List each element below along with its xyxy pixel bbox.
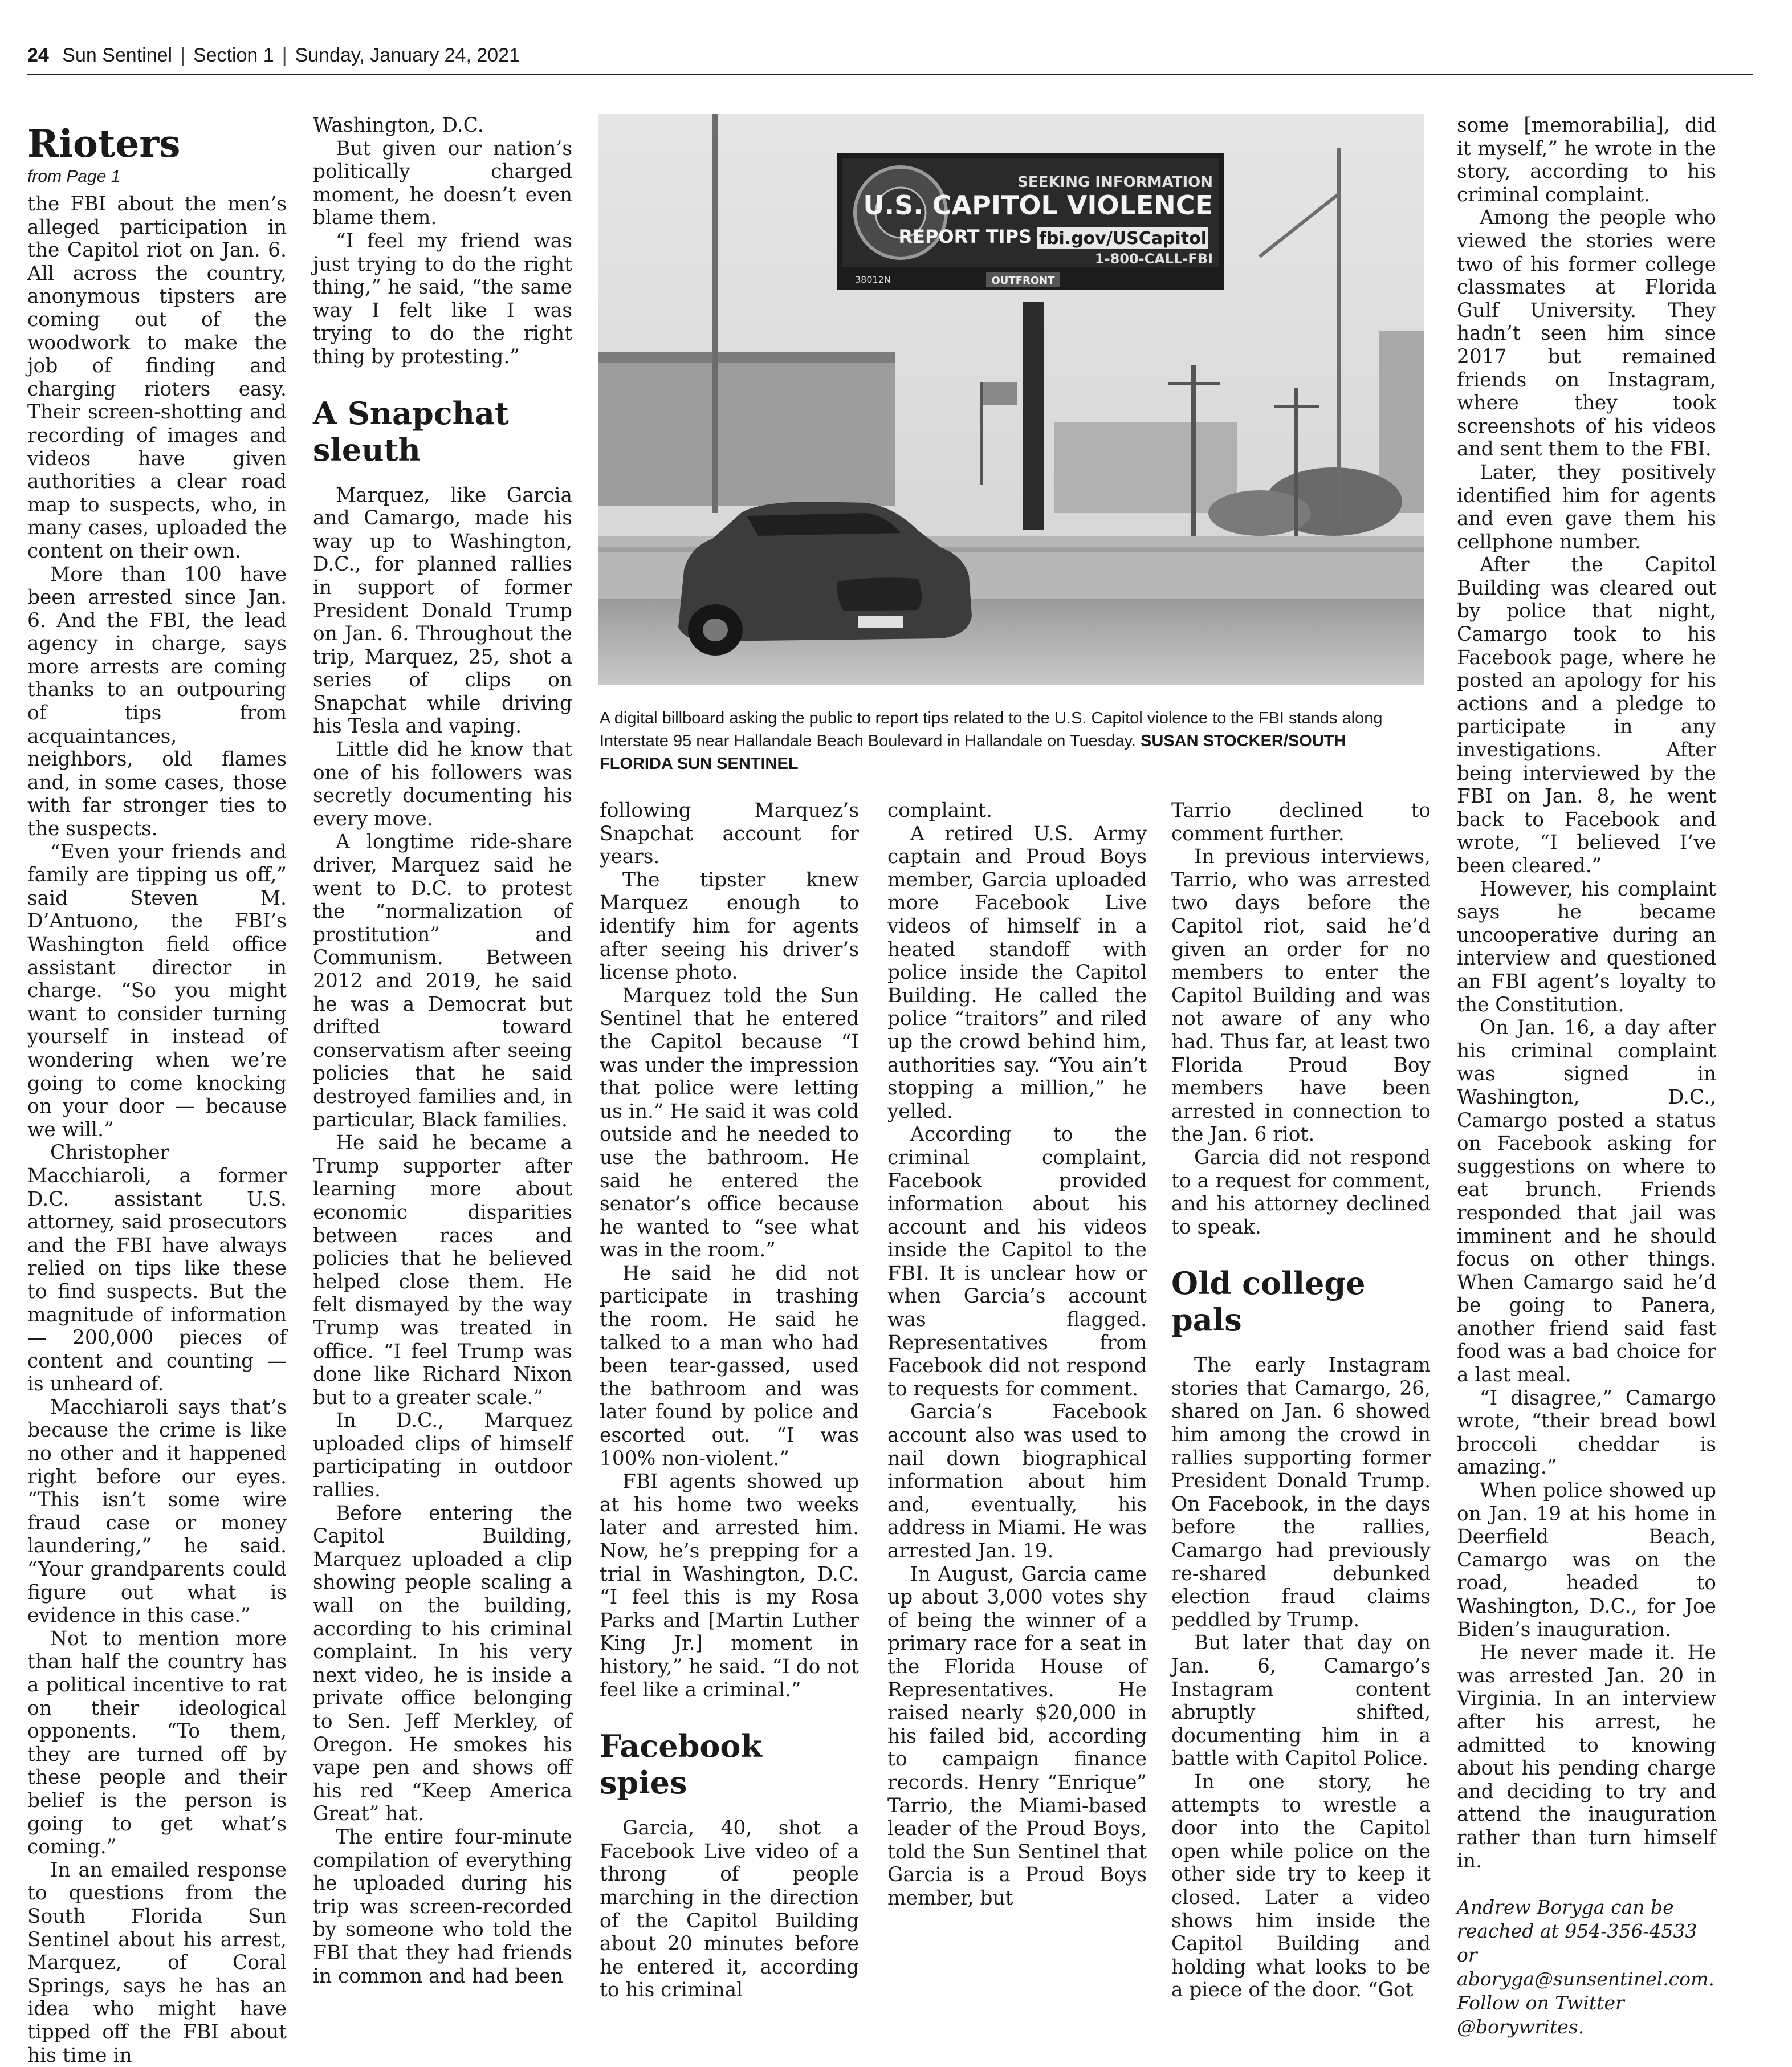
billboard-line3: REPORT TIPS xyxy=(898,226,1032,247)
paragraph: He said he did not participate in trashing the room. He said he talked to a man who had been tear-gassed, used the bathroom and was later found by police and escorted out. “I was 100% non-violent.” xyxy=(600,1262,859,1470)
paragraph: Before entering the Capitol Building, Marquez uploaded a clip showing people scaling a wall on the building, according to his criminal complaint. In his very next video, he is inside a private office belonging to Sen. Jeff Merkley, of Oregon. He smokes his vape pen and shows off his red “Keep America Great” hat. xyxy=(313,1502,572,1826)
paragraph: Later, they positively identified him for agents and even gave them his cellphone number. xyxy=(1457,461,1716,554)
paragraph: According to the criminal complaint, Facebook provided information about his account and his videos inside the Capitol to the FBI. It is unclear how or when Garcia’s account was flagged. Representatives from Facebook did not respond to requests for comment. xyxy=(887,1123,1147,1401)
paragraph: He said he became a Trump supporter after learning more about economic disparities between races and policies that he believed helped close them. He felt dismayed by the way Trump was treated in office. “I feel Trump was done like Richard Nixon but to a greater scale.” xyxy=(313,1132,572,1409)
caption-text: A digital billboard asking the public to report tips related to the U.S. Capitol violence to the FBI stands along Interstate 95 near Hallandale Beach Boulevard in Hallandale on Tuesday. xyxy=(600,709,1383,750)
paragraph: Little did he know that one of his followers was secretly documenting his every move. xyxy=(313,738,572,831)
paragraph: The entire four-minute compilation of everything he uploaded during his trip was screen-recorded by someone who told the FBI that they had friends in common and had been xyxy=(313,1825,572,1988)
page-number: 24 xyxy=(27,44,49,66)
section-name: Section 1 xyxy=(193,44,274,66)
headline: Rioters xyxy=(27,121,181,166)
article-column-2 xyxy=(313,114,572,1988)
photo-caption xyxy=(600,707,1420,775)
paragraph: some [memorabilia], did it myself,” he wrote in the story, according to his criminal complaint. xyxy=(1457,114,1716,206)
header-rule xyxy=(27,74,1753,75)
paragraph: complaint. xyxy=(887,799,992,822)
paragraph: the FBI about the men’s alleged participation in the Capitol riot on Jan. 6. All across the country, anonymous tipsters are coming out of the woodwork to make the job of finding and charging rioters easy. Their screen-shotting and recording of images and videos have given authorities a clear road map to suspects, who, in many cases, uploaded the content on their own. xyxy=(27,193,287,563)
paragraph: When police showed up on Jan. 19 at his home in Deerfield Beach, Camargo was on the road, headed to Washington, D.C., for Joe Biden’s inauguration. xyxy=(1457,1479,1716,1641)
paragraph: Christopher Macchiaroli, a former D.C. assistant U.S. attorney, said prosecutors and the FBI have always relied on tips like these to find suspects. But the magnitude of information — 200,000 pieces of content and counting — is unheard of. xyxy=(27,1141,287,1396)
billboard xyxy=(837,153,1224,290)
paragraph: Washington, D.C. xyxy=(313,114,484,137)
paragraph: “Even your friends and family are tipping us off,” said Steven M. D’Antuono, the FBI’s Washington field office assistant director in charge. “So you might want to consider turning yourself in instead of wondering when we’re going to come knocking on your door — because we will.” xyxy=(27,840,287,1141)
article-column-4 xyxy=(887,799,1147,1910)
billboard-photo xyxy=(598,114,1424,685)
subhead-snapchat: A Snapchat sleuth xyxy=(313,394,509,468)
billboard-owner: OUTFRONT xyxy=(991,275,1055,287)
building xyxy=(1054,422,1237,513)
paragraph: A retired U.S. Army captain and Proud Boys member, Garcia uploaded more Facebook Live videos of himself in a heated standoff with police inside the Capitol Building. He called the police “traitors” and riled up the crowd behind him, authorities say. “You ain’t stopping a million,” he yelled. xyxy=(887,822,1147,1123)
billboard-pole xyxy=(1023,302,1044,530)
separator: | xyxy=(282,44,287,66)
article-column-3 xyxy=(600,799,859,2002)
subhead-college: Old college pals xyxy=(1171,1265,1366,1338)
paragraph: “I disagree,” Camargo wrote, “their bread bowl broccoli cheddar is amazing.” xyxy=(1457,1386,1716,1479)
paragraph: But given our nation’s politically charged moment, he doesn’t even blame them. xyxy=(313,137,572,230)
paragraph: He never made it. He was arrested Jan. 20 in Virginia. In an interview after his arrest, he admitted to knowing about his pending charge and deciding to try and attend the inauguration rather than turn himself in. xyxy=(1457,1641,1716,1873)
paragraph: However, his complaint says he became uncooperative during an interview and questioned an FBI agent’s loyalty to the Constitution. xyxy=(1457,877,1716,1016)
paragraph: The tipster knew Marquez enough to identify him for agents after seeing his driver’s license photo. xyxy=(600,868,859,984)
billboard-phone: 1-800-CALL-FBI xyxy=(1094,251,1213,267)
paragraph: On Jan. 16, a day after his criminal complaint was signed in Washington, D.C., Camargo posted a status on Facebook asking for suggestions on where to eat brunch. Friends responded that jail was imminent and he should focus on other things. When Camargo said he’d be going to Panera, another friend said fast food was a bad choice for a last meal. xyxy=(1457,1016,1716,1387)
paragraph: Marquez told the Sun Sentinel that he entered the Capitol because “I was under the impression that police were letting us in.” He said it was cold outside and he needed to use the bathroom. He said he entered the senator’s office because he wanted to “see what was in the room.” xyxy=(600,984,859,1262)
flag xyxy=(983,382,1017,405)
paragraph: Garcia’s Facebook account also was used to nail down biographical information about him and, eventually, his address in Miami. He was arrested Jan. 19. xyxy=(887,1401,1147,1563)
article-column-1 xyxy=(27,114,287,2067)
paragraph: In August, Garcia came up about 3,000 votes shy of being the winner of a primary race for a seat in the Florida House of Representatives. He raised nearly $20,000 in his failed bid, according to campaign finance records. Henry “Enrique” Tarrio, the Miami-based leader of the Proud Boys, told the Sun Sentinel that Garcia is a Proud Boys member, but xyxy=(887,1563,1147,1910)
jumpline: from Page 1 xyxy=(27,167,121,186)
article-column-5 xyxy=(1171,799,1431,2002)
paragraph: In D.C., Marquez uploaded clips of himself participating in outdoor rallies. xyxy=(313,1409,572,1502)
paragraph: Among the people who viewed the stories were two of his former college classmates at Florida Gulf University. They hadn’t seen him since 2017 but remained friends on Instagram, where they took screenshots of his videos and sent them to the FBI. xyxy=(1457,206,1716,461)
paragraph: In an emailed response to questions from the South Florida Sun Sentinel about his arrest, Marquez, of Coral Springs, says he has an idea who might have tipped off the FBI about his time in xyxy=(27,1858,287,2067)
paragraph: FBI agents showed up at his home two weeks later and arrested him. Now, he’s prepping for a trial in Washington, D.C. “I feel this is my Rosa Parks and [Martin Luther King Jr.] moment in history,” he said. “I do not feel like a criminal.” xyxy=(600,1470,859,1702)
paragraph: The early Instagram stories that Camargo, 26, shared on Jan. 6 showed him among the crowd in rallies supporting former President Donald Trump. On Facebook, in the days before the rallies, Camargo had previously re-shared debunked election fraud claims peddled by Trump. xyxy=(1171,1354,1431,1631)
paragraph: “I feel my friend was just trying to do the right thing,” he said, “the same way I felt like I was trying to do the right thing by protesting.” xyxy=(313,229,572,368)
paragraph: In previous interviews, Tarrio, who was arrested two days before the Capitol riot, said he’d given an order for no members to enter the Capitol Building and was not aware of any who had. Thus far, at least two Florida Proud Boy members have been arrested in connection to the Jan. 6 riot. xyxy=(1171,845,1431,1146)
subhead-facebook: Facebook spies xyxy=(600,1728,762,1801)
building xyxy=(598,352,895,506)
paragraph: Tarrio declined to comment further. xyxy=(1171,799,1431,845)
separator: | xyxy=(180,44,185,66)
paragraph: Not to mention more than half the country has a political incentive to rat on their ideological opponents. “To them, they are turned off by these people and their belief is the person is going to get what’s coming.” xyxy=(27,1627,287,1859)
paragraph: In one story, he attempts to wrestle a door into the Capitol open while police on the other side try to keep it closed. Later a video shows him inside the Capitol Building and holding what looks to be a piece of the door. “Got xyxy=(1171,1770,1431,2002)
author-tagline: Andrew Boryga can be reached at 954-356-4533 or aboryga@sunsentinel.com. Follow on Twitter @borywrites. xyxy=(1457,1896,1714,2038)
page-header xyxy=(27,44,1753,78)
paragraph: A longtime ride-share driver, Marquez said he went to D.C. to protest the “normalization of prostitution” and Communism. Between 2012 and 2019, he said he was a Democrat but drifted toward conservatism after seeing policies that he said destroyed families and, in particular, Black families. xyxy=(313,831,572,1132)
billboard-panel-id: 38012N xyxy=(855,274,891,285)
paragraph: Garcia, 40, shot a Facebook Live video of a throng of people marching in the direction of the Capitol Building about 20 minutes before he entered it, according to his criminal xyxy=(600,1817,859,2002)
paragraph: More than 100 have been arrested since Jan. 6. And the FBI, the lead agency in charge, says more arrests are coming thanks to an outpouring of tips from acquaintances, neighbors, old flames and, in some cases, those with far stronger ties to the suspects. xyxy=(27,563,287,841)
paragraph: Macchiaroli says that’s because the crime is like no other and it happened right before our eyes. “This isn’t some wire fraud case or money laundering,” he said. “Your grandparents could figure out what is evidence in this case.” xyxy=(27,1395,287,1627)
photo-credit: SUSAN STOCKER/SOUTH FLORIDA SUN SENTINEL xyxy=(600,732,1346,773)
paragraph: Garcia did not respond to a request for comment, and his attorney declined to speak. xyxy=(1171,1146,1431,1239)
publication-name: Sun Sentinel xyxy=(62,44,173,66)
paragraph: Marquez, like Garcia and Camargo, made his way up to Washington, D.C., for planned rallies in support of former President Donald Trump on Jan. 6. Throughout the trip, Marquez, 25, shot a series of clips on Snapchat while driving his Tesla and vaping. xyxy=(313,483,572,738)
article-column-6 xyxy=(1457,114,1716,2039)
issue-date: Sunday, January 24, 2021 xyxy=(295,44,520,66)
paragraph: After the Capitol Building was cleared out by police that night, Camargo took to his Facebook page, where he posted an apology for his actions and a pledge to participate in any investigations. After being interviewed by the FBI on Jan. 8, he went back to Facebook and wrote, “I believed I’ve been cleared.” xyxy=(1457,554,1716,877)
billboard-line2: U.S. CAPITOL VIOLENCE xyxy=(863,190,1213,221)
billboard-url: fbi.gov/USCapitol xyxy=(1038,229,1207,249)
billboard-line1: SEEKING INFORMATION xyxy=(1017,174,1213,191)
paragraph: following Marquez’s Snapchat account for years. xyxy=(600,799,859,869)
paragraph: But later that day on Jan. 6, Camargo’s Instagram content abruptly shifted, documenting him in a battle with Capitol Police. xyxy=(1171,1631,1431,1771)
